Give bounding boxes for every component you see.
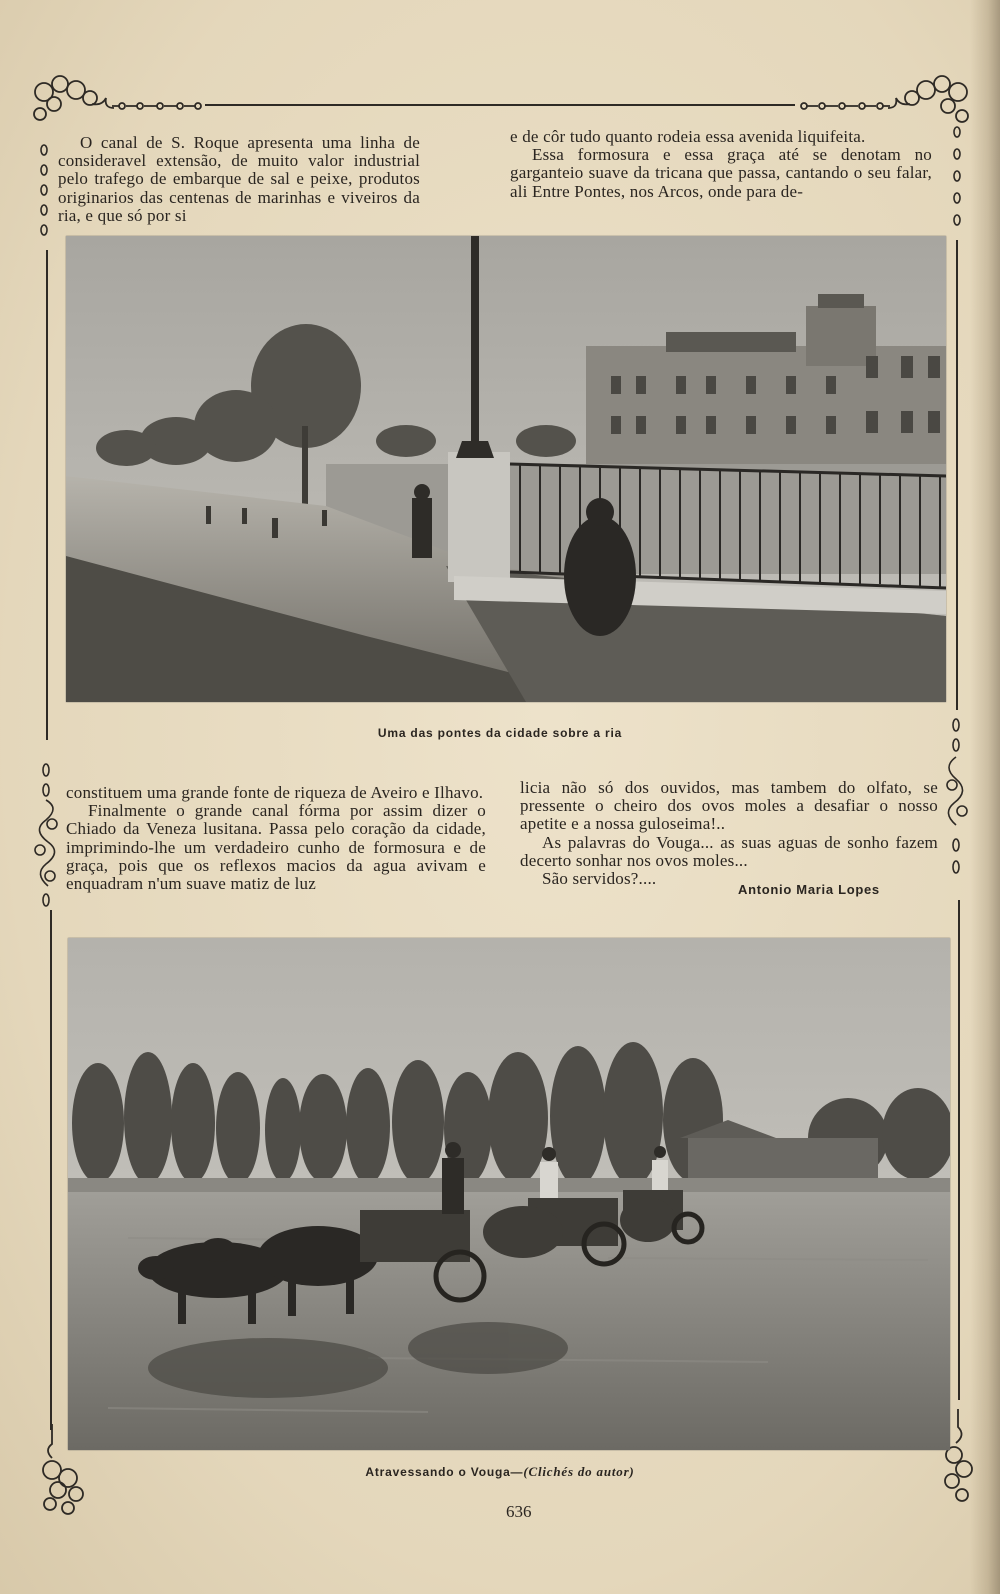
top-rule — [205, 104, 795, 106]
left-border-line-lower — [50, 910, 52, 1430]
right-vine-ornament — [944, 715, 972, 895]
photo-caption-top: Uma das pontes da cidade sobre a ria — [377, 726, 623, 740]
photo-caption-bottom — [300, 1464, 700, 1480]
paragraph: Essa formosura e essa graça até se denotam no garganteio suave da tricana que passa, cantando o seu falar, ali Entre Pontes, nos Arcos, onde para de- — [510, 145, 932, 201]
left-border-line-upper — [46, 250, 48, 740]
caption-main-text: Atravessando o Vouga— — [365, 1465, 524, 1479]
text-column-mid-left — [66, 784, 486, 893]
text-column-top-right — [510, 128, 932, 201]
right-border-line-upper — [956, 240, 958, 710]
photo-bridge-over-ria — [66, 236, 946, 702]
paragraph: constituem uma grande fonte de riqueza de Aveiro e Ilhavo. — [66, 783, 484, 802]
page-spine-shadow — [970, 0, 1000, 1594]
paragraph: Finalmente o grande canal fórma por assim dizer o Chiado da Veneza lusitana. Passa pelo coração da cidade, imprimindo-lhe um verdadeiro cunho de formosura e de graça, pois que os reflexos macios da agua avivam e enquadram n'um suave matiz de luz — [66, 801, 486, 894]
caption-credit: (Clichés do autor) — [523, 1464, 635, 1479]
photo-crossing-vouga — [68, 938, 950, 1450]
paragraph: e de côr tudo quanto rodeia essa avenida liquifeita. — [510, 127, 866, 146]
text-column-top-left — [58, 134, 420, 225]
paragraph: As palavras do Vouga... as suas aguas de sonho fazem decerto sonhar nos ovos moles... — [520, 832, 938, 870]
left-vine-ornament — [34, 760, 64, 920]
paragraph: O canal de S. Roque apresenta uma linha de consideravel extensão, de muito valor industrial pelo trafego de embarque de sal e peixe, produtos originarios das centenas de marinhas e viveiros da ria, e que só por si — [58, 133, 420, 225]
paragraph: São servidos?.... — [542, 869, 657, 889]
right-beaded-border-top — [948, 120, 966, 240]
text-column-mid-right — [520, 779, 938, 888]
right-border-line-lower — [958, 900, 960, 1400]
paragraph: licia não só dos ouvidos, mas tambem do olfato, se pressente o cheiro dos ovos moles a desafiar o nosso apetite e a nossa guloseima!.. — [520, 778, 938, 834]
page-number: 636 — [506, 1502, 532, 1521]
author-signature: Antonio Maria Lopes — [738, 882, 880, 897]
left-beaded-border-top — [36, 140, 54, 250]
